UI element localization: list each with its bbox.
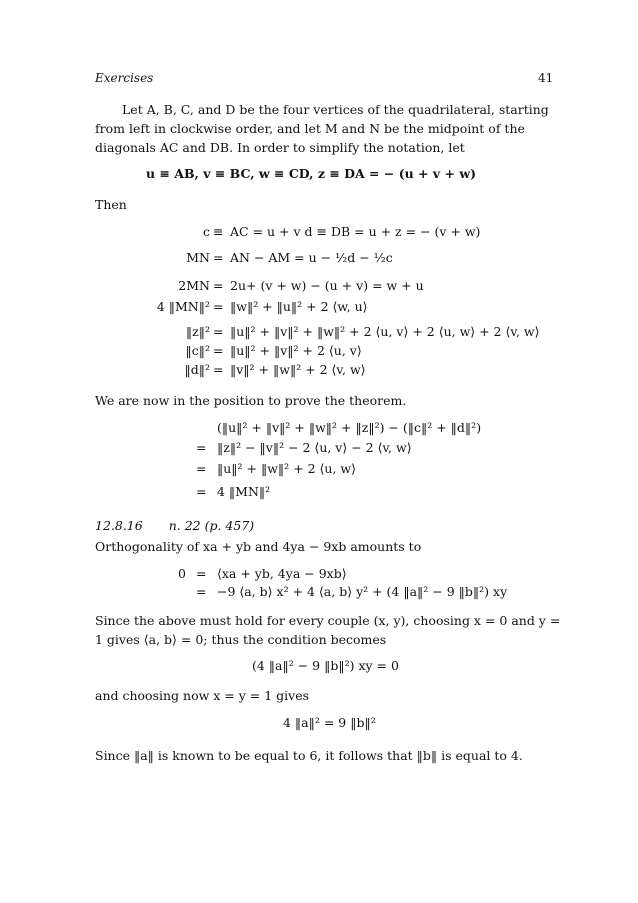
derivation-rel: =: [213, 362, 224, 377]
derivation-rel: =: [213, 343, 224, 358]
derivation-rhs: 2u+ (v + w) − (u + v) = w + u: [230, 278, 424, 293]
derivation-lhs: ‖c‖²: [185, 343, 210, 358]
derivation-rhs: AN − AM = u − ½d − ½c: [230, 250, 393, 265]
proof-rhs: (‖u‖² + ‖v‖² + ‖w‖² + ‖z‖²) − (‖c‖² + ‖d‖²): [217, 420, 482, 435]
derivation-rel: ≡: [213, 224, 224, 239]
derivation-rel: =: [213, 250, 224, 265]
derivation-lhs: 4 ‖MN‖²: [156, 299, 210, 314]
exercise-number: 12.8.16: [95, 518, 143, 533]
notation-line: u ≡ AB, v ≡ BC, w ≡ CD, z ≡ DA = − (u + v + w): [146, 166, 476, 181]
derivation-rhs: ‖w‖² + ‖u‖² + 2 ⟨w, u⟩: [230, 299, 368, 314]
ortho-rhs: −9 ⟨a, b⟩ x² + 4 ⟨a, b⟩ y² + (4 ‖a‖² − 9 ‖b‖²) xy: [217, 584, 508, 599]
running-header: Exercises: [95, 71, 154, 85]
proof-rel: =: [196, 461, 207, 476]
since-paragraph: Since the above must hold for every couple (x, y), choosing x = 0 and y = 1 gives ⟨a, b⟩ = 0; thus the condition becomes: [95, 613, 561, 647]
choosing-line: and choosing now x = y = 1 gives: [95, 688, 310, 703]
derivation-rel: =: [213, 324, 224, 339]
prove-paragraph: We are now in the position to prove the theorem.: [95, 393, 407, 408]
proof-rhs: ‖u‖² + ‖w‖² + 2 ⟨u, w⟩: [217, 461, 356, 476]
proof-rhs: 4 ‖MN‖²: [217, 484, 271, 499]
final-equation: 4 ‖a‖² = 9 ‖b‖²: [283, 715, 376, 730]
condition-equation: (4 ‖a‖² − 9 ‖b‖²) xy = 0: [252, 658, 399, 673]
ortho-rel: =: [196, 566, 207, 581]
derivation-rhs: ‖u‖² + ‖v‖² + 2 ⟨u, v⟩: [230, 343, 362, 358]
derivation-rhs: ‖u‖² + ‖v‖² + ‖w‖² + 2 ⟨u, v⟩ + 2 ⟨u, w⟩ + 2 ⟨v, w⟩: [230, 324, 540, 339]
intro-paragraph: Let A, B, C, and D be the four vertices of the quadrilateral, starting from left in clockwise order, and let M and N be the midpoint of the diagonals AC and DB. In order to simplify the notation, let: [95, 102, 549, 155]
proof-rel: =: [196, 440, 207, 455]
orthogonality-line: Orthogonality of xa + yb and 4ya − 9xb amounts to: [95, 539, 422, 554]
exercise-source: n. 22 (p. 457): [168, 518, 255, 533]
proof-rel: =: [196, 484, 207, 499]
derivation-lhs: ‖z‖²: [185, 324, 210, 339]
derivation-lhs: MN: [186, 250, 210, 265]
page-number: 41: [538, 71, 554, 85]
ortho-rhs: ⟨xa + yb, 4ya − 9xb⟩: [217, 566, 347, 581]
derivation-rel: =: [213, 299, 224, 314]
derivation-rel: =: [213, 278, 224, 293]
derivation-rhs: ‖v‖² + ‖w‖² + 2 ⟨v, w⟩: [230, 362, 366, 377]
conclusion: Since ‖a‖ is known to be equal to 6, it follows that ‖b‖ is equal to 4.: [95, 748, 523, 763]
ortho-lhs: 0: [178, 566, 186, 581]
proof-rhs: ‖z‖² − ‖v‖² − 2 ⟨u, v⟩ − 2 ⟨v, w⟩: [217, 440, 412, 455]
then-label: Then: [95, 197, 127, 212]
derivation-lhs: 2MN: [178, 278, 210, 293]
exercise-reference: [95, 518, 280, 533]
derivation-lhs: c: [202, 224, 210, 239]
ortho-rel: =: [196, 584, 207, 599]
derivation-lhs: ‖d‖²: [184, 362, 210, 377]
derivation-rhs: AC = u + v d ≡ DB = u + z = − (v + w): [230, 224, 481, 239]
